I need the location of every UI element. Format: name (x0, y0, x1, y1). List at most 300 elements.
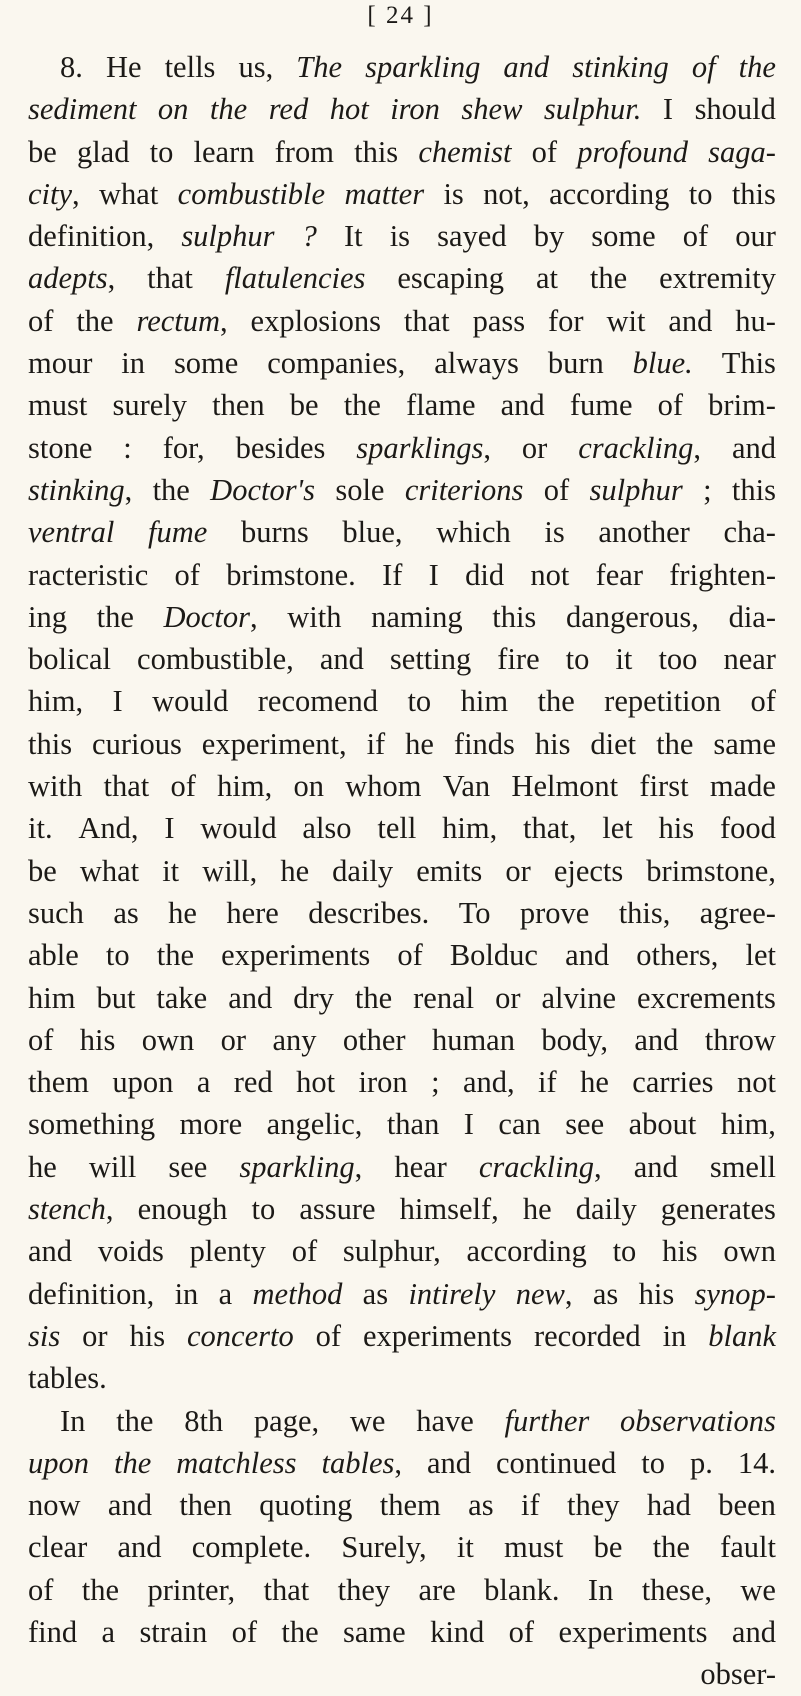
word: describes. (308, 895, 430, 930)
word: throw (704, 1022, 776, 1057)
word: as (468, 1488, 494, 1523)
word: sulphur, (342, 1234, 441, 1269)
word-part: city (28, 176, 73, 211)
word: what (79, 853, 140, 888)
word: : (123, 430, 132, 465)
word-part: Doctor (163, 599, 250, 634)
word: the (96, 599, 134, 634)
word: ; (703, 472, 712, 507)
word: combustible (177, 176, 326, 211)
word: method (252, 1276, 343, 1311)
word-part: tables (321, 1445, 395, 1480)
word: for, (162, 430, 205, 465)
word: him (460, 684, 509, 719)
word-part: , (220, 303, 228, 338)
word: now (28, 1488, 81, 1523)
word: or (82, 1318, 108, 1353)
word: tells (164, 50, 216, 84)
text-line (28, 723, 776, 765)
word: this (354, 134, 399, 169)
text-line (28, 807, 776, 849)
word: sulphur (589, 472, 683, 507)
word: experiment, (201, 726, 347, 761)
word (239, 1146, 362, 1188)
word: would (200, 811, 277, 846)
word: they (566, 1488, 620, 1523)
word: brimstone, (646, 853, 776, 888)
word: Surely, (341, 1530, 427, 1565)
word: by (533, 219, 565, 254)
word (28, 257, 115, 299)
word-part: , (354, 1149, 363, 1184)
text-line (28, 469, 776, 511)
word: If (382, 557, 403, 592)
word: emits (416, 853, 483, 888)
word: recomend (257, 684, 379, 719)
word: if (520, 1488, 540, 1523)
word: shew (461, 92, 523, 127)
word (322, 1442, 402, 1484)
text-line (28, 46, 776, 88)
word: printer, (147, 1572, 236, 1607)
word: Doctor's (210, 472, 315, 507)
word: frighten- (669, 557, 776, 592)
word: stone (28, 430, 93, 465)
word: to (407, 684, 432, 719)
word: him, (28, 684, 84, 719)
word: which (436, 515, 511, 550)
word: experiments (558, 1614, 708, 1649)
word: this, (618, 895, 671, 930)
word: upon (112, 1065, 174, 1100)
word: sulphur (181, 219, 275, 254)
word: saga- (708, 134, 776, 169)
word: of (291, 1234, 318, 1269)
word (164, 596, 258, 638)
word: it. (28, 811, 53, 846)
word (578, 427, 701, 469)
word: his (534, 726, 571, 761)
word: 8th (184, 1403, 224, 1438)
word: of (28, 1022, 54, 1057)
word: bolical (28, 642, 111, 677)
word: ing (28, 599, 67, 634)
word: the (116, 1403, 154, 1438)
word: plenty (189, 1234, 266, 1269)
word: the (113, 1445, 152, 1480)
word: would (152, 684, 229, 719)
word: In (60, 1403, 86, 1438)
word: and (107, 1488, 152, 1523)
word: sis (28, 1318, 61, 1353)
word: have (416, 1403, 474, 1438)
word: same (713, 726, 776, 761)
word: upon (28, 1445, 89, 1480)
text-line (28, 1188, 776, 1230)
word: fume (569, 388, 633, 423)
word: criterions (404, 472, 524, 507)
word: of (531, 134, 558, 169)
word: Helmont (511, 769, 619, 804)
word: had (646, 1488, 691, 1523)
word: the (354, 980, 393, 1015)
word: explosions (250, 303, 382, 338)
word-part: stench (28, 1192, 106, 1227)
word: carries (632, 1065, 714, 1100)
word: he (28, 1149, 57, 1184)
word-part: , (249, 599, 258, 634)
word: his (638, 1276, 675, 1311)
word: ejects (553, 853, 624, 888)
word: finds (453, 726, 515, 761)
word: fume (148, 515, 208, 550)
word: him, (442, 811, 498, 846)
word: page, (253, 1403, 320, 1438)
text-line (28, 977, 776, 1019)
word-part: rectum (136, 303, 221, 338)
word: and (503, 50, 550, 84)
text-line (28, 1273, 776, 1315)
word: glad (76, 134, 130, 169)
word: I (164, 811, 175, 846)
word: let (745, 938, 776, 973)
word: burns (240, 515, 309, 550)
text-line (28, 680, 776, 722)
word: of (315, 1318, 342, 1353)
word: not (736, 1065, 776, 1100)
word: dry (293, 980, 334, 1015)
word: setting (389, 642, 472, 677)
word: naming (371, 599, 463, 634)
word: agree- (699, 895, 776, 930)
word: The (296, 50, 343, 84)
word: his (658, 811, 695, 846)
word: the (738, 50, 776, 84)
text-line (28, 384, 776, 426)
word: own (723, 1234, 776, 1269)
word: ventral (28, 515, 115, 550)
word: daily (575, 1192, 637, 1227)
word: near (723, 642, 776, 677)
word: him, (217, 769, 273, 804)
word: to (105, 938, 130, 973)
word: the (589, 261, 628, 296)
text-line (28, 638, 776, 680)
word: our (735, 219, 776, 254)
word: repetition (604, 684, 722, 719)
word: escaping (397, 261, 505, 296)
word: of (508, 1614, 535, 1649)
word: I (428, 557, 439, 592)
word: experiments (362, 1318, 513, 1353)
word: intirely (408, 1276, 496, 1311)
word: I (112, 684, 123, 719)
word: something (28, 1107, 156, 1142)
text-line (28, 1569, 776, 1611)
word: and (28, 1234, 73, 1269)
word: made (709, 769, 776, 804)
word: ; (431, 1065, 440, 1100)
word: of (657, 388, 684, 423)
word: we (349, 1403, 386, 1438)
word: if (366, 726, 386, 761)
word: or (521, 430, 548, 465)
word-part: , (107, 261, 116, 296)
word: it (162, 853, 180, 888)
word (136, 300, 227, 342)
word: that (403, 303, 450, 338)
word: ? (301, 219, 317, 254)
word: red (233, 1065, 273, 1100)
word: be (28, 853, 57, 888)
word: his (662, 1234, 698, 1269)
word: learn (193, 134, 255, 169)
word-part: , (124, 472, 133, 507)
word: excrements (637, 980, 776, 1015)
word: definition, (28, 1276, 155, 1311)
word: In (587, 1572, 614, 1607)
word: the (537, 684, 575, 719)
word: take (156, 980, 208, 1015)
word: it (456, 1530, 474, 1565)
word: a (218, 1276, 233, 1311)
word: and (319, 642, 364, 677)
word: of (170, 769, 196, 804)
word: and (228, 980, 273, 1015)
word: and (668, 303, 713, 338)
word: will (88, 1149, 137, 1184)
word: to (149, 134, 174, 169)
word: It (343, 219, 363, 254)
word: to (565, 642, 590, 677)
word: complete. (191, 1530, 312, 1565)
word: generates (660, 1192, 776, 1227)
text-line (28, 1061, 776, 1103)
word: but (96, 980, 136, 1015)
word: sparkling (365, 50, 481, 84)
word: the (281, 1614, 319, 1649)
word: tables. (28, 1361, 107, 1396)
word: of (28, 1572, 54, 1607)
word: clear (28, 1530, 88, 1565)
word: are (418, 1572, 456, 1607)
word: blank (708, 1318, 776, 1353)
word: and (426, 1445, 472, 1480)
word: to (688, 176, 713, 211)
word: the (656, 726, 694, 761)
word: racteristic (28, 557, 149, 592)
word: the (156, 938, 195, 973)
word: I (662, 92, 674, 127)
word (28, 173, 80, 215)
word: concerto (187, 1318, 294, 1353)
word: he (280, 853, 310, 888)
word (516, 1273, 573, 1315)
word: what (99, 176, 159, 211)
word: brimstone. (226, 557, 356, 592)
text-line (28, 1230, 776, 1272)
text-line (28, 596, 776, 638)
word: own (141, 1022, 195, 1057)
text-line (28, 342, 776, 384)
word: red (268, 92, 309, 127)
word: is (443, 176, 464, 211)
word: blue, (342, 515, 403, 550)
word: synop- (694, 1276, 776, 1311)
word-part: , (594, 1149, 602, 1184)
word: further (504, 1403, 590, 1438)
text-line (28, 1103, 776, 1145)
word: him, (720, 1107, 776, 1142)
word: is (544, 515, 565, 550)
word: they (337, 1572, 391, 1607)
word: assure (299, 1192, 376, 1227)
word-part: crackling (578, 430, 694, 465)
word: brim- (708, 388, 776, 423)
text-line (28, 131, 776, 173)
word: such (28, 895, 84, 930)
text-line (28, 1653, 776, 1695)
word: human (431, 1022, 515, 1057)
word: another (598, 515, 690, 550)
word: this (731, 472, 776, 507)
word-part: , (105, 1192, 114, 1227)
word: or (220, 1022, 247, 1057)
word: not (530, 557, 570, 592)
word: these, (641, 1572, 712, 1607)
word: tell (377, 811, 417, 846)
word: continued (496, 1445, 617, 1480)
word: food (719, 811, 776, 846)
word: blank. (484, 1572, 560, 1607)
word: with (287, 599, 342, 634)
word: the (652, 1530, 690, 1565)
word: wit (606, 303, 646, 338)
word: and, (462, 1065, 515, 1100)
word: cha- (723, 515, 776, 550)
word: definition, (28, 219, 155, 254)
word: hot (329, 92, 369, 127)
word: too (658, 642, 698, 677)
word: from (274, 134, 334, 169)
text-line (28, 257, 776, 299)
word: then (179, 1488, 232, 1523)
word: fear (595, 557, 643, 592)
word: kind (430, 1614, 485, 1649)
word: find (28, 1614, 78, 1649)
word: pass (472, 303, 526, 338)
word: besides (235, 430, 326, 465)
word: that, (523, 811, 577, 846)
word: to (251, 1192, 276, 1227)
word: and (633, 1149, 678, 1184)
word: this (731, 176, 776, 211)
word: of (750, 684, 776, 719)
word-part: , (394, 1445, 402, 1480)
text-line (28, 1146, 776, 1188)
word: 8. (60, 50, 83, 84)
word: iron (358, 1065, 408, 1100)
word: sayed (437, 219, 507, 254)
word: others, (636, 938, 719, 973)
word: dia- (728, 599, 776, 634)
word: or (495, 980, 521, 1015)
word: Bolduc (449, 938, 538, 973)
word: than (386, 1107, 440, 1142)
word: according (549, 176, 670, 211)
word: smell (709, 1149, 776, 1184)
word: combustible, (137, 642, 294, 677)
word: enough (137, 1192, 228, 1227)
word (479, 1146, 602, 1188)
word: see (565, 1107, 605, 1142)
word: curious (92, 726, 182, 761)
word: as (592, 1276, 619, 1311)
word: any (272, 1022, 317, 1057)
word: more (179, 1107, 243, 1142)
word: a (196, 1065, 211, 1100)
word: us, (238, 50, 274, 84)
word: sediment (28, 92, 137, 127)
word: and (731, 430, 776, 465)
word: must (504, 1530, 564, 1565)
word: hu- (735, 303, 776, 338)
word: can (498, 1107, 541, 1142)
word: be (593, 1530, 623, 1565)
word: matter (344, 176, 425, 211)
word: dangerous, (565, 599, 699, 634)
word: mour (28, 346, 93, 381)
word: of (28, 303, 54, 338)
word: and (634, 1022, 679, 1057)
word: him (28, 980, 76, 1015)
word-part: , (564, 1276, 573, 1311)
word: always (434, 346, 519, 381)
word: To (458, 895, 491, 930)
word-part: , (483, 430, 491, 465)
word: of (543, 472, 570, 507)
word: This (721, 346, 776, 381)
word (28, 469, 132, 511)
word: in (121, 346, 146, 381)
word: burn (547, 346, 604, 381)
word: on (293, 769, 324, 804)
word: let (602, 811, 633, 846)
word: alvine (541, 980, 617, 1015)
word: body, (541, 1022, 608, 1057)
word: of (691, 50, 716, 84)
word: experiments (221, 938, 371, 973)
word: on (157, 92, 189, 127)
text-line (28, 88, 776, 130)
text-line (28, 934, 776, 976)
word: daily (332, 853, 394, 888)
word-part: , (693, 430, 702, 465)
word: is (389, 219, 411, 254)
text-line (28, 1357, 776, 1399)
word: extremity (659, 261, 776, 296)
word: did (465, 557, 505, 592)
word: surely (112, 388, 187, 423)
word: the (81, 1572, 120, 1607)
word: the (209, 92, 248, 127)
word: same (343, 1614, 406, 1649)
word: them (379, 1488, 441, 1523)
word: quoting (259, 1488, 353, 1523)
word: we (740, 1572, 776, 1607)
word: stinking (572, 50, 669, 84)
word: recorded (533, 1318, 641, 1353)
